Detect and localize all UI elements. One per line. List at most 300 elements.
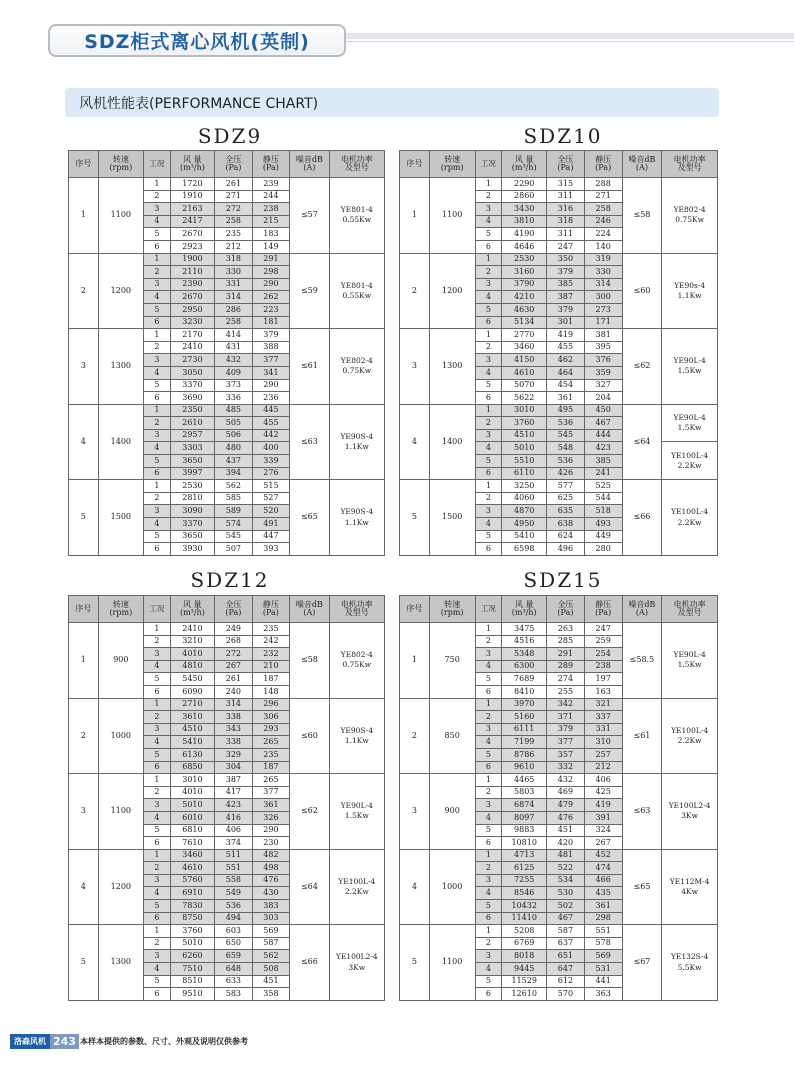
header-noise: [622, 596, 662, 623]
cell-static-pressure: 235: [252, 623, 290, 636]
cell-group-no: 3: [400, 329, 430, 405]
cell-noise: ≤60: [290, 698, 330, 774]
cell-condition: 3: [144, 505, 171, 518]
cell-flow: 5134: [502, 316, 547, 329]
cell-condition: 1: [475, 178, 502, 191]
cell-static-pressure: 400: [252, 442, 290, 455]
cell-flow: 9610: [502, 761, 547, 774]
table-row: [400, 253, 718, 266]
cell-total-pressure: 318: [215, 253, 253, 266]
cell-flow: 2670: [170, 228, 214, 241]
motor-model: YE112M-4: [669, 876, 710, 886]
cell-total-pressure: 272: [215, 648, 253, 661]
cell-flow: 3930: [170, 543, 214, 556]
cell-flow: 3970: [502, 698, 547, 711]
cell-condition: 1: [144, 925, 171, 938]
motor-power: 0.75Kw: [675, 215, 704, 225]
cell-static-pressure: 467: [584, 417, 622, 430]
cell-static-pressure: 562: [252, 950, 290, 963]
cell-flow: 2770: [502, 329, 547, 342]
cell-static-pressure: 385: [584, 455, 622, 468]
cell-condition: 3: [144, 723, 171, 736]
cell-condition: 3: [475, 505, 502, 518]
header-noise-line: (A): [303, 608, 316, 617]
cell-total-pressure: 536: [547, 455, 585, 468]
header-static-pressure: [584, 151, 622, 178]
header-condition-line: 工况: [149, 158, 165, 168]
header-flow-line: 风 量: [514, 154, 534, 164]
cell-flow: 3370: [170, 379, 214, 392]
cell-flow: 2417: [170, 215, 214, 228]
cell-static-pressure: 491: [252, 518, 290, 531]
cell-group-no: 1: [69, 178, 99, 254]
cell-condition: 6: [144, 761, 171, 774]
cell-motor: [662, 329, 718, 405]
table-row: [69, 404, 385, 417]
header-motor-line: 电机功率: [340, 599, 373, 609]
cell-static-pressure: 544: [584, 492, 622, 505]
cell-flow: 3430: [502, 203, 547, 216]
cell-condition: 6: [475, 467, 502, 480]
cell-motor: [662, 480, 718, 556]
cell-total-pressure: 432: [215, 354, 253, 367]
motor-model: YE90L-4: [673, 412, 706, 422]
cell-condition: 5: [475, 824, 502, 837]
cell-condition: 2: [475, 266, 502, 279]
cell-flow: 1910: [170, 190, 214, 203]
cell-static-pressure: 230: [252, 837, 290, 850]
cell-total-pressure: 289: [547, 660, 585, 673]
cell-static-pressure: 326: [252, 811, 290, 824]
cell-static-pressure: 341: [252, 366, 290, 379]
cell-static-pressure: 381: [584, 329, 622, 342]
cell-total-pressure: 558: [215, 874, 253, 887]
cell-condition: 5: [475, 455, 502, 468]
cell-condition: 4: [475, 518, 502, 531]
cell-condition: 3: [144, 799, 171, 812]
cell-condition: 3: [475, 648, 502, 661]
motor-power: 2.2Kw: [677, 735, 702, 745]
cell-static-pressure: 273: [584, 303, 622, 316]
cell-static-pressure: 379: [252, 329, 290, 342]
cell-static-pressure: 291: [252, 253, 290, 266]
table-row: [69, 480, 385, 493]
cell-group-no: 3: [69, 774, 99, 850]
cell-condition: 3: [475, 723, 502, 736]
header-no: [69, 596, 99, 623]
cell-total-pressure: 374: [215, 837, 253, 850]
cell-static-pressure: 476: [252, 874, 290, 887]
cell-flow: 2110: [170, 266, 214, 279]
cell-noise: ≤66: [622, 480, 662, 556]
cell-flow: 6598: [502, 543, 547, 556]
page-title-box: [48, 24, 346, 57]
cell-total-pressure: 522: [547, 862, 585, 875]
motor-power: 1.1Kw: [677, 290, 702, 300]
cell-total-pressure: 495: [547, 404, 585, 417]
cell-total-pressure: 314: [215, 291, 253, 304]
cell-motor: [329, 329, 384, 405]
cell-static-pressure: 359: [584, 366, 622, 379]
cell-total-pressure: 261: [215, 178, 253, 191]
cell-condition: 5: [475, 379, 502, 392]
cell-total-pressure: 361: [547, 392, 585, 405]
cell-noise: ≤60: [622, 253, 662, 329]
cell-speed: 1300: [98, 925, 143, 1001]
cell-condition: 6: [144, 316, 171, 329]
cell-total-pressure: 285: [547, 635, 585, 648]
cell-static-pressure: 578: [584, 937, 622, 950]
header-flow-line: (m³/h): [179, 608, 205, 617]
cell-speed: 1500: [98, 480, 143, 556]
cell-group-no: 4: [400, 849, 430, 925]
header-static-pressure-line: (Pa): [262, 163, 279, 172]
cell-flow: 5510: [502, 455, 547, 468]
cell-flow: 11529: [502, 975, 547, 988]
cell-static-pressure: 321: [584, 698, 622, 711]
cell-condition: 1: [475, 253, 502, 266]
cell-total-pressure: 338: [215, 711, 253, 724]
cell-total-pressure: 480: [215, 442, 253, 455]
cell-flow: 6810: [170, 824, 214, 837]
cell-condition: 2: [475, 711, 502, 724]
cell-flow: 8097: [502, 811, 547, 824]
cell-condition: 3: [475, 950, 502, 963]
cell-total-pressure: 416: [215, 811, 253, 824]
cell-flow: 4010: [170, 648, 214, 661]
cell-speed: 1100: [98, 774, 143, 850]
cell-static-pressure: 280: [584, 543, 622, 556]
cell-flow: 5410: [170, 736, 214, 749]
cell-static-pressure: 267: [584, 837, 622, 850]
cell-total-pressure: 432: [547, 774, 585, 787]
cell-flow: 2350: [170, 404, 214, 417]
cell-flow: 6874: [502, 799, 547, 812]
cell-flow: 7610: [170, 837, 214, 850]
cell-static-pressure: 377: [252, 354, 290, 367]
cell-motor: [329, 178, 384, 254]
cell-noise: ≤64: [622, 404, 662, 480]
table-row: [400, 925, 718, 938]
table-row: [69, 774, 385, 787]
header-speed: [98, 596, 143, 623]
cell-static-pressure: 391: [584, 811, 622, 824]
cell-noise: ≤63: [290, 404, 330, 480]
cell-flow: 4950: [502, 518, 547, 531]
header-flow-line: 风 量: [183, 154, 202, 164]
cell-condition: 6: [475, 761, 502, 774]
cell-static-pressure: 395: [584, 341, 622, 354]
cell-flow: 6769: [502, 937, 547, 950]
header-no: [69, 151, 99, 178]
cell-static-pressure: 224: [584, 228, 622, 241]
cell-group-no: 4: [400, 404, 430, 480]
model-title-sdz15: SDZ15: [523, 568, 603, 592]
cell-flow: 5622: [502, 392, 547, 405]
title-divider: [346, 33, 794, 39]
cell-condition: 2: [475, 786, 502, 799]
cell-total-pressure: 350: [547, 253, 585, 266]
cell-total-pressure: 551: [215, 862, 253, 875]
header-motor-line: 及型号: [677, 608, 702, 617]
cell-static-pressure: 361: [584, 900, 622, 913]
header-total-pressure-line: (Pa): [557, 608, 574, 617]
cell-total-pressure: 258: [215, 316, 253, 329]
cell-total-pressure: 451: [547, 824, 585, 837]
header-condition-line: 工况: [149, 603, 165, 613]
cell-flow: 2610: [170, 417, 214, 430]
header-noise-line: (A): [635, 608, 648, 617]
cell-flow: 11410: [502, 912, 547, 925]
motor-power: 2.2Kw: [677, 517, 702, 527]
cell-total-pressure: 502: [547, 900, 585, 913]
cell-condition: 4: [144, 442, 171, 455]
header-flow-line: 风 量: [514, 599, 534, 609]
cell-total-pressure: 485: [215, 404, 253, 417]
cell-static-pressure: 450: [584, 404, 622, 417]
cell-static-pressure: 238: [252, 203, 290, 216]
cell-static-pressure: 246: [584, 215, 622, 228]
cell-total-pressure: 406: [215, 824, 253, 837]
cell-total-pressure: 549: [215, 887, 253, 900]
cell-total-pressure: 379: [547, 723, 585, 736]
cell-flow: 3790: [502, 278, 547, 291]
cell-total-pressure: 612: [547, 975, 585, 988]
header-motor-line: 及型号: [344, 163, 369, 172]
cell-motor: [329, 404, 384, 480]
cell-condition: 5: [475, 975, 502, 988]
cell-noise: ≤65: [622, 849, 662, 925]
cell-flow: 8750: [170, 912, 214, 925]
motor-model: YE90S-4: [340, 725, 374, 735]
cell-static-pressure: 330: [584, 266, 622, 279]
cell-condition: 4: [144, 660, 171, 673]
cell-condition: 5: [144, 455, 171, 468]
cell-total-pressure: 650: [215, 937, 253, 950]
motor-model: YE90S-4: [340, 507, 374, 517]
header-condition: [144, 596, 171, 623]
cell-static-pressure: 569: [584, 950, 622, 963]
cell-motor: [329, 253, 384, 329]
cell-flow: 2530: [170, 480, 214, 493]
cell-noise: ≤67: [622, 925, 662, 1001]
cell-static-pressure: 262: [252, 291, 290, 304]
cell-total-pressure: 379: [547, 303, 585, 316]
cell-static-pressure: 298: [252, 266, 290, 279]
header-static-pressure-line: 静压: [262, 599, 279, 609]
cell-condition: 6: [144, 685, 171, 698]
cell-static-pressure: 232: [252, 648, 290, 661]
performance-table-sdz10: [399, 150, 718, 556]
cell-static-pressure: 290: [252, 379, 290, 392]
header-flow: [170, 151, 214, 178]
cell-speed: 1200: [98, 849, 143, 925]
page-footer: [10, 1034, 248, 1049]
cell-flow: 6300: [502, 660, 547, 673]
table-row: [400, 480, 718, 493]
cell-condition: 1: [144, 480, 171, 493]
cell-flow: 8786: [502, 748, 547, 761]
cell-static-pressure: 257: [584, 748, 622, 761]
cell-static-pressure: 508: [252, 963, 290, 976]
cell-condition: 3: [475, 429, 502, 442]
cell-flow: 1720: [170, 178, 214, 191]
header-motor: [329, 151, 384, 178]
motor-model: YE132S-4: [670, 952, 709, 962]
cell-flow: 4010: [170, 786, 214, 799]
cell-total-pressure: 379: [547, 266, 585, 279]
cell-total-pressure: 574: [215, 518, 253, 531]
cell-condition: 2: [144, 417, 171, 430]
header-motor-line: 及型号: [677, 163, 702, 172]
cell-condition: 2: [144, 266, 171, 279]
cell-total-pressure: 545: [215, 530, 253, 543]
cell-flow: 3610: [170, 711, 214, 724]
cell-group-no: 4: [69, 849, 99, 925]
cell-static-pressure: 140: [584, 240, 622, 253]
cell-flow: 4190: [502, 228, 547, 241]
cell-motor: [662, 623, 718, 699]
cell-static-pressure: 525: [584, 480, 622, 493]
cell-flow: 4610: [170, 862, 214, 875]
cell-flow: 3210: [170, 635, 214, 648]
cell-total-pressure: 409: [215, 366, 253, 379]
cell-flow: 5010: [170, 799, 214, 812]
cell-static-pressure: 393: [252, 543, 290, 556]
cell-motor: [662, 925, 718, 1001]
header-speed-line: 转速: [444, 154, 461, 164]
motor-model: YE100L2-4: [668, 801, 711, 811]
cell-static-pressure: 482: [252, 849, 290, 862]
cell-condition: 6: [144, 988, 171, 1001]
cell-flow: 6111: [502, 723, 547, 736]
cell-flow: 3760: [502, 417, 547, 430]
cell-flow: 5208: [502, 925, 547, 938]
cell-condition: 2: [475, 341, 502, 354]
cell-static-pressure: 441: [584, 975, 622, 988]
cell-condition: 6: [144, 467, 171, 480]
cell-condition: 2: [475, 635, 502, 648]
cell-flow: 2923: [170, 240, 214, 253]
cell-condition: 1: [144, 849, 171, 862]
cell-static-pressure: 241: [584, 467, 622, 480]
footer-brand: 洛森风机: [10, 1034, 50, 1049]
cell-total-pressure: 286: [215, 303, 253, 316]
cell-noise: ≤62: [622, 329, 662, 405]
motor-power: 2.2Kw: [344, 886, 369, 896]
motor-power: 0.55Kw: [342, 215, 372, 225]
cell-group-no: 1: [400, 623, 430, 699]
cell-condition: 3: [144, 429, 171, 442]
cell-noise: ≤62: [290, 774, 330, 850]
cell-speed: 1100: [429, 178, 475, 254]
cell-static-pressure: 149: [252, 240, 290, 253]
cell-condition: 2: [475, 937, 502, 950]
cell-condition: 6: [475, 543, 502, 556]
cell-total-pressure: 464: [547, 366, 585, 379]
header-static-pressure-line: (Pa): [595, 608, 612, 617]
cell-speed: 850: [429, 698, 475, 774]
cell-condition: 1: [144, 623, 171, 636]
cell-total-pressure: 638: [547, 518, 585, 531]
cell-flow: 3160: [502, 266, 547, 279]
cell-condition: 6: [475, 316, 502, 329]
cell-flow: 10432: [502, 900, 547, 913]
cell-flow: 4646: [502, 240, 547, 253]
cell-static-pressure: 236: [252, 392, 290, 405]
cell-flow: 5010: [170, 937, 214, 950]
cell-condition: 4: [475, 736, 502, 749]
cell-static-pressure: 518: [584, 505, 622, 518]
cell-condition: 4: [144, 215, 171, 228]
motor-model: YE100L-4: [671, 725, 709, 735]
header-total-pressure: [215, 151, 253, 178]
cell-total-pressure: 329: [215, 748, 253, 761]
model-title-sdz12: SDZ12: [190, 568, 270, 592]
cell-noise: ≤65: [290, 480, 330, 556]
header-speed-line: (rpm): [109, 608, 133, 617]
cell-flow: 12610: [502, 988, 547, 1001]
cell-static-pressure: 271: [584, 190, 622, 203]
cell-condition: 4: [144, 518, 171, 531]
cell-flow: 2957: [170, 429, 214, 442]
cell-static-pressure: 254: [584, 648, 622, 661]
cell-condition: 2: [144, 862, 171, 875]
cell-static-pressure: 265: [252, 736, 290, 749]
table-row: [400, 774, 718, 787]
header-total-pressure: [215, 596, 253, 623]
table-row: [69, 178, 385, 191]
cell-speed: 1200: [429, 253, 475, 329]
cell-total-pressure: 548: [547, 442, 585, 455]
cell-motor: [329, 774, 384, 850]
model-title-sdz9: SDZ9: [197, 124, 263, 148]
cell-condition: 2: [144, 492, 171, 505]
cell-total-pressure: 330: [215, 266, 253, 279]
cell-noise: ≤58.5: [622, 623, 662, 699]
cell-condition: 6: [144, 543, 171, 556]
cell-condition: 3: [475, 874, 502, 887]
cell-static-pressure: 452: [584, 849, 622, 862]
cell-condition: 2: [144, 190, 171, 203]
table-row: [400, 404, 718, 417]
cell-condition: 1: [144, 774, 171, 787]
cell-static-pressure: 187: [252, 761, 290, 774]
cell-speed: 1500: [429, 480, 475, 556]
cell-condition: 1: [475, 698, 502, 711]
cell-flow: 6910: [170, 887, 214, 900]
cell-flow: 2950: [170, 303, 214, 316]
cell-condition: 3: [144, 648, 171, 661]
cell-flow: 6260: [170, 950, 214, 963]
header-motor: [662, 596, 718, 623]
cell-static-pressure: 442: [252, 429, 290, 442]
cell-total-pressure: 536: [215, 900, 253, 913]
cell-group-no: 2: [69, 253, 99, 329]
header-static-pressure-line: 静压: [262, 154, 279, 164]
cell-flow: 3690: [170, 392, 214, 405]
cell-static-pressure: 531: [584, 963, 622, 976]
header-total-pressure-line: 全压: [225, 599, 242, 609]
cell-total-pressure: 387: [215, 774, 253, 787]
cell-condition: 2: [144, 937, 171, 950]
cell-total-pressure: 417: [215, 786, 253, 799]
cell-total-pressure: 587: [547, 925, 585, 938]
cell-condition: 3: [144, 950, 171, 963]
cell-static-pressure: 288: [584, 178, 622, 191]
cell-total-pressure: 476: [547, 811, 585, 824]
table-row: [69, 925, 385, 938]
